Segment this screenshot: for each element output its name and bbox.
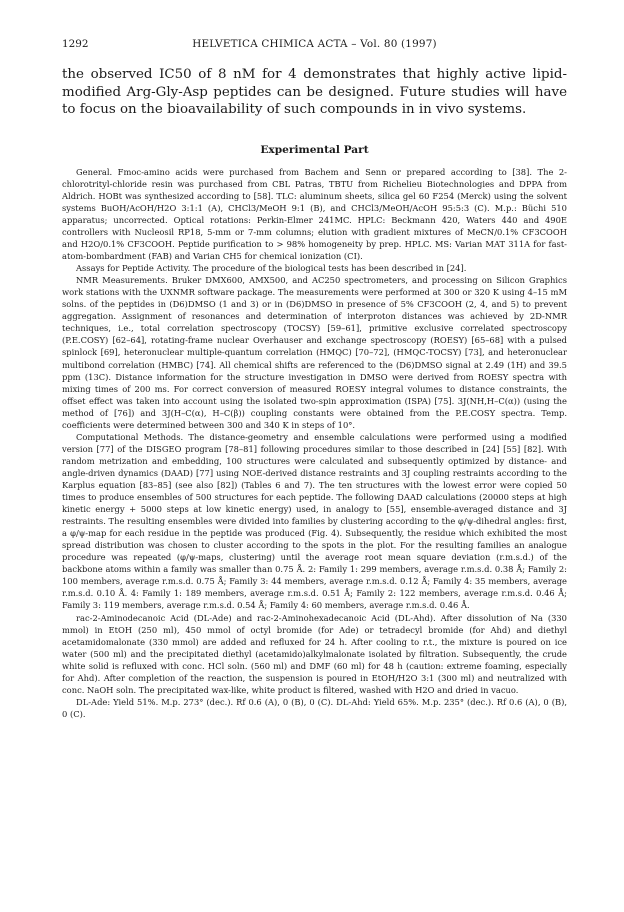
journal-title: HELVETICA CHIMICA ACTA – Vol. 80 (1997) xyxy=(192,38,437,50)
paragraph-nmr: NMR Measurements. Bruker DMX600, AMX500, and AC250 spectrometers, and processing on Silicon Graphics work stations with the UXNMR software package. The measurements were performed at 300 or 320 K using 4–15 mM solns. of the peptides in (D6)DMSO (1 and 3) or in (D6)DMSO in presence of 5% CF3COOH (2, 4, and 5) to prevent aggregation. Assignment of resonances and determination of interproton distances was achieved by 2D-NMR techniques, i.e., total correlation spectroscopy (TOCSY) [59–61], primitive exclusive correlated spectroscopy (P.E.COSY) [62–64], rotating-frame nuclear Overhauser and exchange spectroscopy (ROESY) [65–68] with a pulsed spinlock [69], heteronuclear multiple-quantum correlation (HMQC) [70–72], (HMQC-TOCSY) [73], and heteronuclear multibond correlation (HMBC) [74]. All chemical shifts are referenced to the (D6)DMSO signal at 2.49 (1H) and 39.5 ppm (13C). Distance information for the structure investigation in DMSO were derived from ROESY spectra with mixing times of 200 ms. For correct conversion of measured ROESY integral volumes to distance constraints, the offset effect was taken into account using the isolated two-spin approximation (ISPA) [75]. 3J(NH,H–C(α)) (using the method of [76]) and 3J(H–C(α), H–C(β)) coupling constants were obtained from the P.E.COSY spectra. Temp. coefficients were determined between 300 and 340 K in steps of 10°. xyxy=(62,275,567,430)
paragraph-assays: Assays for Peptide Activity. The procedure of the biological tests has been described in [24]. xyxy=(76,263,467,274)
running-header xyxy=(62,38,567,56)
paragraph-general: General. Fmoc-amino acids were purchased from Bachem and Senn or prepared according to [38]. The 2-chlorotrityl-chloride resin was purchased from CBL Patras, TBTU from Richelieu Biotechnologies and DPPA from Aldrich. HOBt was synthesized according to [58]. TLC: aluminum sheets, silica gel 60 F254 (Merck) using the solvent systems BuOH/AcOH/H2O 3:1:1 (A), CHCl3/MeOH 9:1 (B), and CHCl3/MeOH/AcOH 95:5:3 (C). M.p.: Büchi 510 apparatus; uncorrected. Optical rotations: Perkin-Elmer 241MC. HPLC: Beckmann 420, Waters 440 and 490E controllers with Nucleosil RP18, 5-mm or 7-mm columns; elution with gradient mixtures of MeCN/0.1% CF3COOH and H2O/0.1% CF3COOH. Peptide purification to > 98% homogeneity by prep. HPLC. MS: Varian MAT 311A for fast-atom-bombardment (FAB) and Varian CH5 for chemical ionization (CI). xyxy=(62,166,567,262)
paragraph-computational: Computational Methods. The distance-geometry and ensemble calculations were performed using a modified version [77] of the DISGEO program [78–81] following procedures similar to those described in [24] [55] [82]. With random metrization and embedding, 100 structures were calculated and subsequently optimized by distance- and angle-driven dynamics (DAAD) [77] using NOE-derived distance restraints and 3J coupling restraints according to the Karplus equation [83–85] (see also [82]) (Tables 6 and 7). The ten structures with the lowest error were copied 50 times to produce ensembles of 500 structures for each peptide. The following DAAD calculations (20000 steps at high kinetic energy + 5000 steps at low kinetic energy) used, in analogy to [55], ensemble-averaged distance and 3J restraints. The resulting ensembles were divided into families by clustering according to the φ/ψ-dihedral angles: first, a φ/ψ-map for each residue in the peptide was produced (Fig. 4). Subsequently, the residue which exhibited the most spread distribution was chosen to cluster according to the spots in the plot. For the resulting families an analogue procedure was repeated (φ/ψ-maps, clustering) until the average root mean square deviation (r.m.s.d.) of the backbone atoms within a family was smaller than 0.75 Å. 2: Family 1: 299 members, average r.m.s.d. 0.38 Å; Family 2: 100 members, average r.m.s.d. 0.75 Å; Family 3: 44 members, average r.m.s.d. 0.12 Å; Family 4: 35 members, average r.m.s.d. 0.10 Å. 4: Family 1: 189 members, average r.m.s.d. 0.51 Å; Family 2: 122 members, average r.m.s.d. 0.46 Å; Family 3: 119 members, average r.m.s.d. 0.54 Å; Family 4: 60 members, average r.m.s.d. 0.46 Å. xyxy=(62,431,567,611)
journal-page xyxy=(62,38,567,720)
paragraph-yields: DL-Ade: Yield 51%. M.p. 273° (dec.). Rf 0.6 (A), 0 (B), 0 (C). DL-Ahd: Yield 65%. M.p. 235° (dec.). Rf 0.6 (A), 0 (B), 0 (C). xyxy=(62,696,567,719)
section-heading: Experimental Part xyxy=(260,143,369,156)
lead-paragraph: the observed IC50 of 8 nM for 4 demonstrates that highly active lipid-modified Arg-Gly-Asp peptides can be designed. Future studies will have to focus on the bioavailability of such compounds in in vivo systems. xyxy=(62,67,567,118)
paragraph-synthesis: rac-2-Aminodecanoic Acid (DL-Ade) and rac-2-Aminohexadecanoic Acid (DL-Ahd). After dissolution of Na (330 mmol) in EtOH (250 ml), 450 mmol of octyl bromide (for Ade) or tetradecyl bromide (for Ahd) and diethyl acetamidomalonate (330 mmol) are added and refluxed for 24 h. After cooling to r.t., the mixture is poured on ice water (500 ml) and the precipitated diethyl (acetamido)alkylmalonate isolated by filtration. Subsequently, the crude white solid is refluxed with conc. HCl soln. (560 ml) and DMF (60 ml) for 48 h (caution: extreme foaming, especially for Ahd). After completion of the reaction, the suspension is poured in EtOH/H2O 3:1 (300 ml) and neutralized with conc. NaOH soln. The precipitated wax-like, white product is filtered, washed with H2O and dried in vacuo. xyxy=(62,612,567,695)
page-number: 1292 xyxy=(62,38,89,50)
